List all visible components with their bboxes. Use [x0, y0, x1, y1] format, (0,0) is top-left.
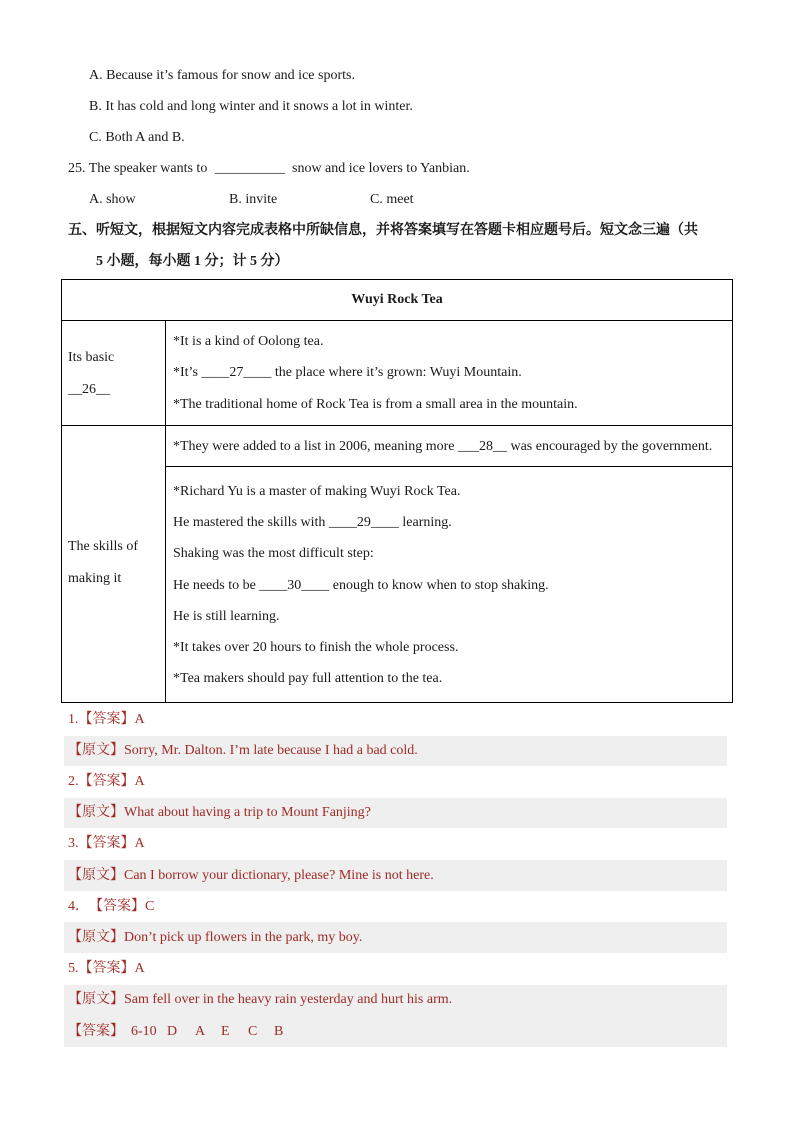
source-label: 【原文】	[68, 805, 124, 820]
answer-value: A	[134, 712, 145, 727]
row2-subcell1-line: *They were added to a list in 2006, meaning more ___28__ was encouraged by the government.	[173, 439, 713, 454]
q25-option-a: A. show	[89, 192, 136, 207]
q25-stem-after: snow and ice lovers to Yanbian.	[292, 161, 470, 176]
table-row-rule	[61, 425, 733, 426]
answer-number: 1.	[68, 712, 79, 727]
answer-number: 2.	[68, 774, 79, 789]
answer-label: 【答案】	[78, 712, 135, 727]
q25-stem-before: 25. The speaker wants to	[68, 161, 208, 176]
source-line	[68, 804, 371, 822]
answer-number: 3.	[68, 836, 79, 851]
row2-subcell2-line: *Tea makers should pay full attention to the tea.	[173, 671, 443, 686]
answer-6-10-letter: A	[195, 1024, 206, 1039]
source-text: Don’t pick up flowers in the park, my boy.	[124, 930, 363, 945]
table-header-rule	[61, 320, 733, 321]
source-text: What about having a trip to Mount Fanjing?	[124, 805, 371, 820]
answer-label: 【答案】	[78, 774, 135, 789]
source-line	[68, 867, 434, 885]
source-text: Sorry, Mr. Dalton. I’m late because I had a bad cold.	[124, 743, 418, 758]
q25-blank: __________	[215, 161, 285, 176]
answer-6-10-label: 【答案】	[68, 1024, 124, 1039]
answer-label: 【答案】	[96, 899, 145, 914]
answer-label: 【答案】	[78, 961, 135, 976]
row2-subcell2-line: *It takes over 20 hours to finish the whole process.	[173, 640, 459, 655]
answer-number: 4．	[68, 899, 89, 914]
row2-heading: The skills of	[68, 539, 138, 554]
table-column-rule	[165, 321, 166, 703]
answer-line	[68, 711, 145, 729]
table-subrow-rule	[165, 466, 733, 467]
q24-option-b: B. It has cold and long winter and it snows a lot in winter.	[89, 99, 413, 114]
source-label: 【原文】	[68, 868, 124, 883]
row2-subcell2-line: He is still learning.	[173, 609, 280, 624]
answer-6-10-letter: B	[274, 1024, 284, 1039]
answer-line	[68, 898, 154, 916]
answer-line	[68, 773, 145, 791]
answer-value: C	[145, 899, 155, 914]
q24-option-c: C. Both A and B.	[89, 130, 185, 145]
row1-heading: Its basic	[68, 350, 115, 365]
row1-cell-line: *The traditional home of Rock Tea is from a small area in the mountain.	[173, 397, 578, 412]
section5-instruction-line1: 五、听短文，根据短文内容完成表格中所缺信息，并将答案填写在答题卡相应题号后。短文念三遍（共	[68, 223, 698, 238]
answer-line	[68, 960, 145, 978]
q24-option-a: A. Because it’s famous for snow and ice sports.	[89, 68, 355, 83]
q25-option-b: B. invite	[229, 192, 278, 207]
row2-subcell2-line: He mastered the skills with ____29____ learning.	[173, 515, 452, 530]
source-line	[68, 991, 452, 1009]
answer-line	[68, 835, 145, 853]
source-text: Can I borrow your dictionary, please? Mine is not here.	[124, 868, 434, 883]
row2-subcell2-line: He needs to be ____30____ enough to know when to stop shaking.	[173, 578, 549, 593]
row2-heading-cont: making it	[68, 571, 122, 586]
source-label: 【原文】	[68, 743, 124, 758]
row1-heading-blank: __26__	[68, 382, 110, 397]
answer-6-10-letter: D	[167, 1024, 178, 1039]
row2-subcell2-line: Shaking was the most difficult step:	[173, 546, 374, 561]
answer-6-10-range: 6-10	[131, 1024, 157, 1039]
q25-option-c: C. meet	[370, 192, 414, 207]
answer-number: 5.	[68, 961, 79, 976]
source-label: 【原文】	[68, 992, 124, 1007]
answer-value: A	[134, 774, 145, 789]
source-line	[68, 742, 418, 760]
source-text: Sam fell over in the heavy rain yesterday and hurt his arm.	[124, 992, 453, 1007]
table-title: Wuyi Rock Tea	[351, 292, 443, 307]
answer-6-10-letter: C	[248, 1024, 258, 1039]
row2-subcell2-line: *Richard Yu is a master of making Wuyi Rock Tea.	[173, 484, 461, 499]
row1-cell-line: *It’s ____27____ the place where it’s grown: Wuyi Mountain.	[173, 365, 522, 380]
source-line	[68, 929, 362, 947]
row1-cell-line: *It is a kind of Oolong tea.	[173, 334, 324, 349]
answer-label: 【答案】	[78, 836, 135, 851]
section5-instruction-line2: 5 小题，每小题 1 分；计 5 分）	[96, 254, 289, 269]
source-label: 【原文】	[68, 930, 124, 945]
answer-6-10-letter: E	[221, 1024, 230, 1039]
answer-value: A	[134, 836, 145, 851]
answer-value: A	[134, 961, 145, 976]
